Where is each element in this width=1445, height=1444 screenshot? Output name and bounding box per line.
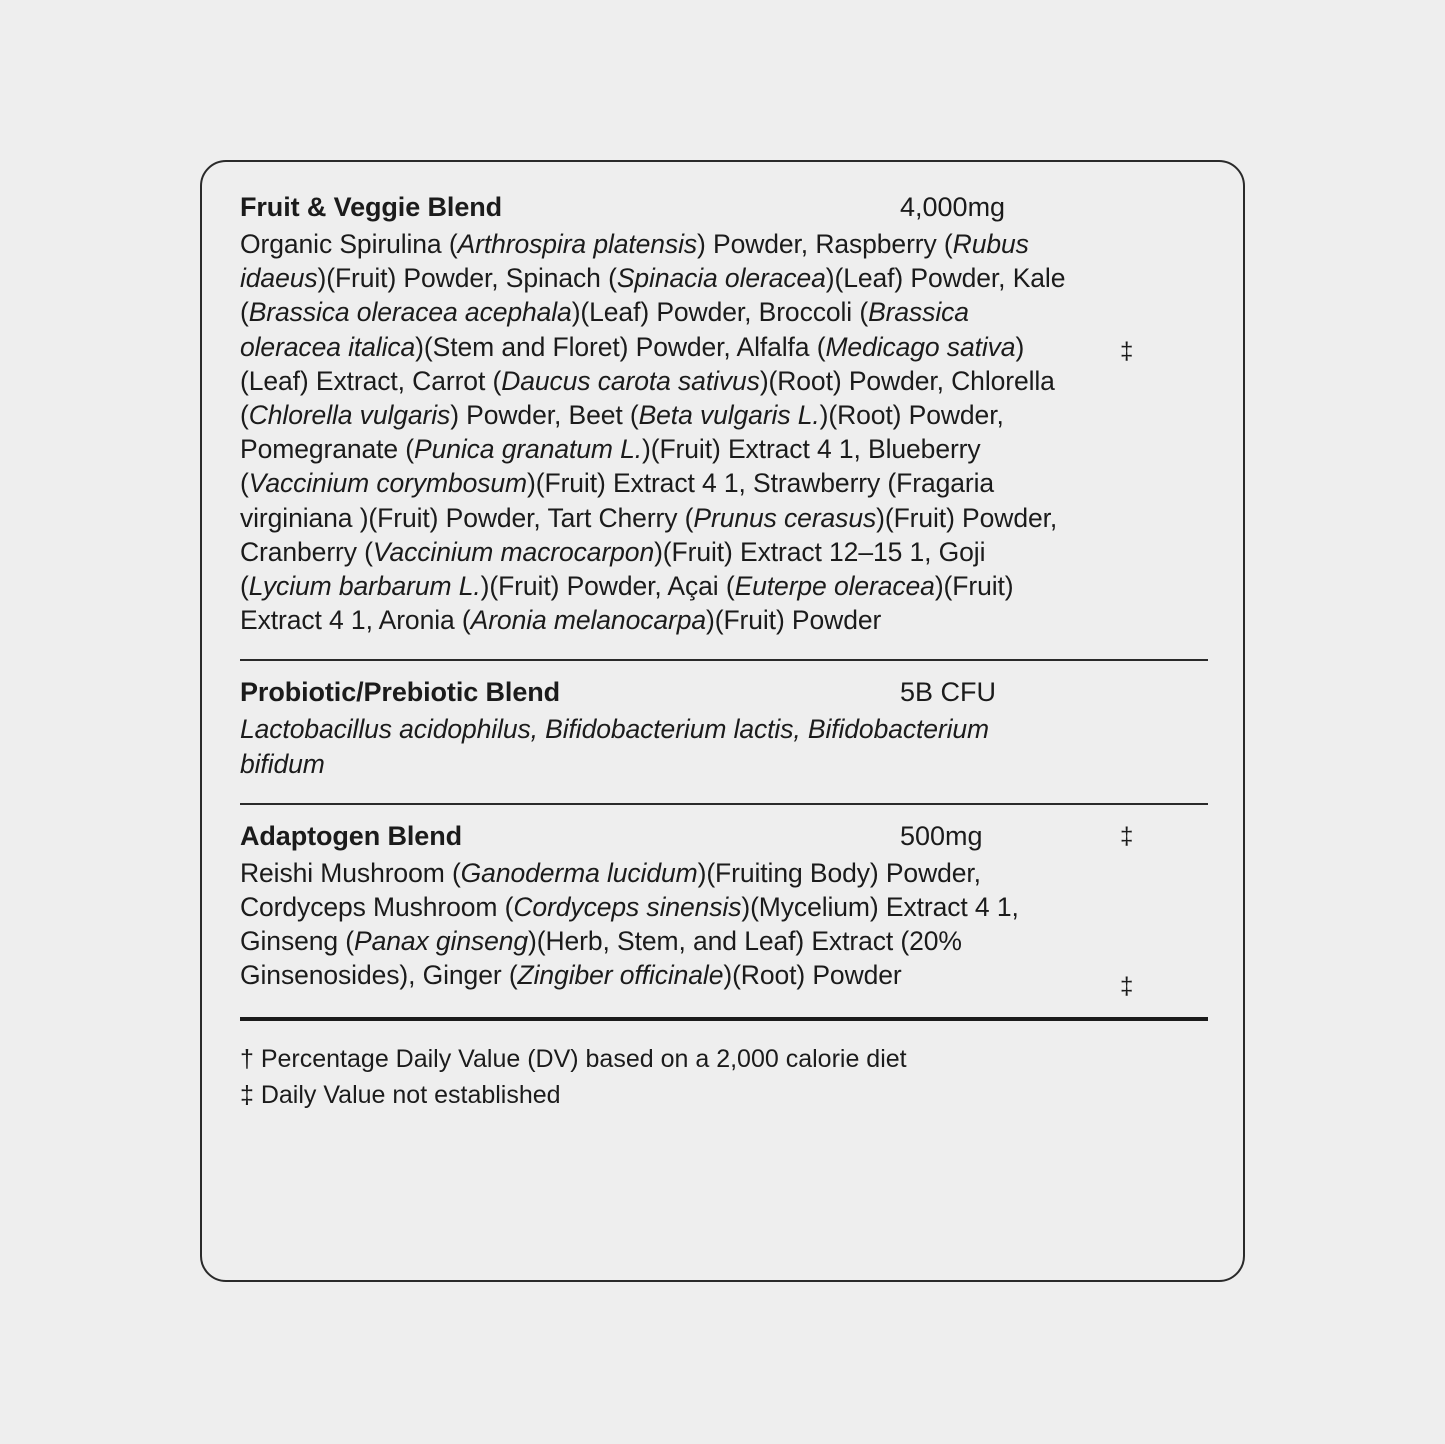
blend-title: Fruit & Veggie Blend [240, 192, 503, 222]
blend-header [240, 677, 1209, 708]
footnote-daily-value-percentage: † Percentage Daily Value (DV) based on a 2,000 calorie diet [240, 1044, 907, 1073]
blend-header [240, 192, 1209, 223]
blend-ingredients: Organic Spirulina (Arthrospira platensis) Powder, Raspberry (Rubus idaeus)(Fruit) Powder, Spinach (Spinacia oleracea)(Leaf) Powder, Kale (Brassica oleracea acephala)(Leaf) Powder, Broccoli (Brassica oleracea italica)(Stem and Floret) Powder, Alfalfa (Medicago sativa)(Leaf) Extract, Carrot (Daucus carota sativus)(Root) Powder, Chlorella (Chlorella vulgaris) Powder, Beet (Beta vulgaris L.)(Root) Powder, Pomegranate (Punica granatum L.)(Fruit) Extract 4 1, Blueberry (Vaccinium corymbosum)(Fruit) Extract 4 1, Strawberry (Fragaria virginiana )(Fruit) Powder, Tart Cherry (Prunus cerasus)(Fruit) Powder, Cranberry (Vaccinium macrocarpon)(Fruit) Extract 12–15 1, Goji (Lycium barbarum L.)(Fruit) Powder, Açai (Euterpe oleracea)(Fruit) Extract 4 1, Aronia (Aronia melanocarpa)(Fruit) Powder [240, 229, 1066, 636]
blend-header [240, 821, 1209, 852]
blend-ingredients: Lactobacillus acidophilus, Bifidobacterium lactis, Bifidobacterium bifidum [240, 714, 990, 779]
blend-amount: 4,000mg [900, 192, 1006, 222]
footnote-daily-value-not-established: ‡ Daily Value not established [240, 1080, 561, 1109]
blend-ingredients: Reishi Mushroom (Ganoderma lucidum)(Fruiting Body) Powder, Cordyceps Mushroom (Cordyceps sinensis)(Mycelium) Extract 4 1, Ginseng (Panax ginseng)(Herb, Stem, and Leaf) Extract (20% Ginsenosides), Ginger (Zingiber officinale)(Root) Powder [240, 857, 1019, 991]
blend-amount: 5B CFU [900, 677, 997, 708]
blend-amount: 500mg [900, 820, 983, 851]
divider-thick [240, 1017, 1208, 1021]
blend-fruit-veggie [240, 192, 1209, 637]
supplement-facts-panel [200, 160, 1245, 1282]
daily-value-mark-secondary: ‡ [1120, 972, 1134, 1000]
blend-probiotic-prebiotic [240, 677, 1209, 780]
divider [240, 659, 1208, 661]
divider [240, 803, 1208, 805]
daily-value-mark: ‡ [1120, 822, 1134, 850]
daily-value-mark: ‡ [1120, 338, 1134, 365]
blend-adaptogen [240, 820, 1209, 1000]
blend-title: Adaptogen Blend [240, 820, 462, 851]
blend-title: Probiotic/Prebiotic Blend [240, 677, 561, 708]
